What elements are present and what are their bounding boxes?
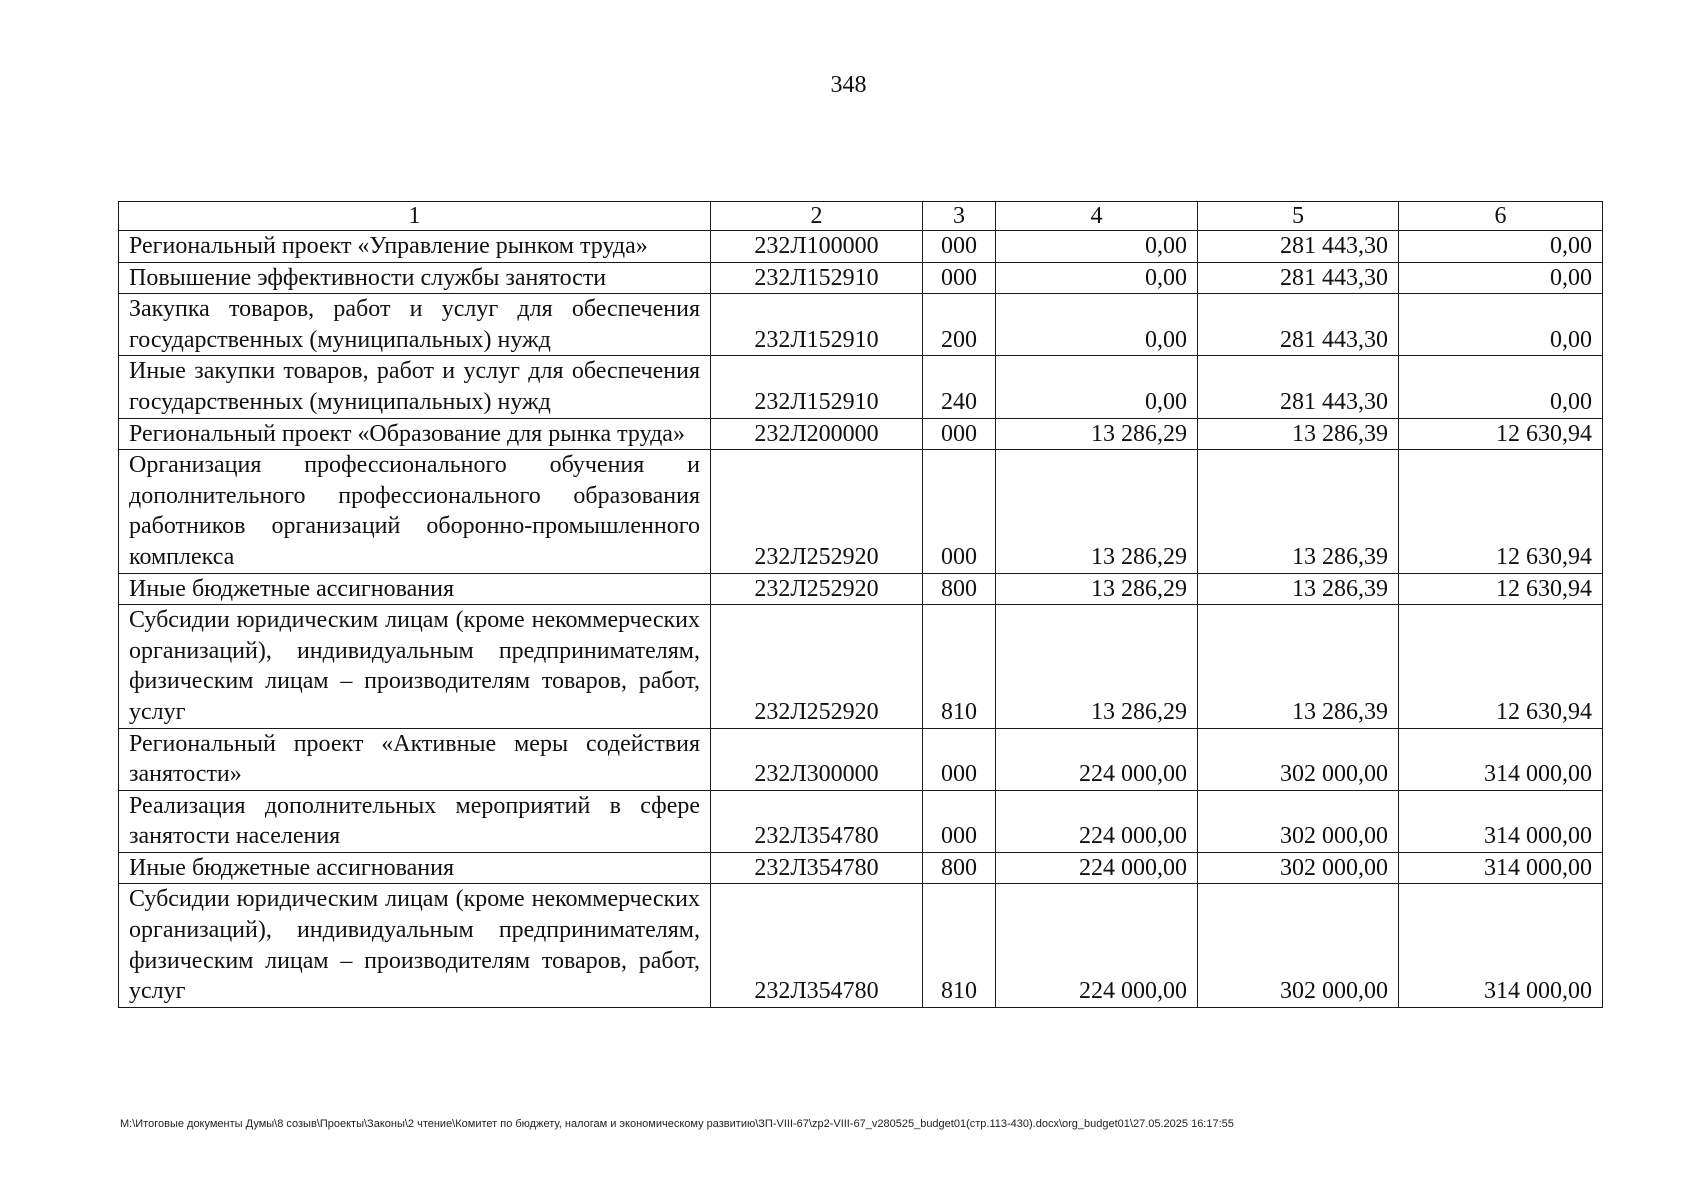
expense-type-cell: 800 bbox=[923, 852, 996, 884]
target-code-cell: 232Л100000 bbox=[711, 231, 923, 263]
column-header-2: 2 bbox=[711, 202, 923, 231]
table-row bbox=[119, 852, 1603, 884]
expense-type-cell: 810 bbox=[923, 605, 996, 728]
item-name-cell: Иные бюджетные ассигнования bbox=[119, 852, 711, 884]
amount-col6-cell: 314 000,00 bbox=[1399, 728, 1603, 790]
target-code-cell: 232Л354780 bbox=[711, 884, 923, 1007]
amount-col4-cell: 224 000,00 bbox=[996, 728, 1198, 790]
item-name-cell: Закупка товаров, работ и услуг для обеспечения государственных (муниципальных) нужд bbox=[119, 294, 711, 356]
amount-col4-cell: 224 000,00 bbox=[996, 852, 1198, 884]
amount-col4-cell: 0,00 bbox=[996, 231, 1198, 263]
target-code-cell: 232Л200000 bbox=[711, 418, 923, 450]
column-header-1: 1 bbox=[119, 202, 711, 231]
target-code-cell: 232Л300000 bbox=[711, 728, 923, 790]
amount-col5-cell: 13 286,39 bbox=[1198, 418, 1399, 450]
amount-col5-cell: 281 443,30 bbox=[1198, 262, 1399, 294]
page-number: 348 bbox=[830, 72, 867, 98]
amount-col5-cell: 302 000,00 bbox=[1198, 852, 1399, 884]
amount-col5-cell: 281 443,30 bbox=[1198, 356, 1399, 418]
amount-col4-cell: 13 286,29 bbox=[996, 418, 1198, 450]
amount-col5-cell: 302 000,00 bbox=[1198, 790, 1399, 852]
amount-col6-cell: 12 630,94 bbox=[1399, 605, 1603, 728]
table-row bbox=[119, 450, 1603, 573]
amount-col4-cell: 0,00 bbox=[996, 356, 1198, 418]
table-row bbox=[119, 418, 1603, 450]
table-row bbox=[119, 790, 1603, 852]
amount-col6-cell: 0,00 bbox=[1399, 262, 1603, 294]
expense-type-cell: 000 bbox=[923, 262, 996, 294]
target-code-cell: 232Л152910 bbox=[711, 356, 923, 418]
amount-col5-cell: 13 286,39 bbox=[1198, 605, 1399, 728]
target-code-cell: 232Л252920 bbox=[711, 605, 923, 728]
amount-col6-cell: 0,00 bbox=[1399, 231, 1603, 263]
expense-type-cell: 000 bbox=[923, 231, 996, 263]
amount-col4-cell: 224 000,00 bbox=[996, 790, 1198, 852]
item-name-cell: Региональный проект «Активные меры содействия занятости» bbox=[119, 728, 711, 790]
amount-col5-cell: 302 000,00 bbox=[1198, 884, 1399, 1007]
expense-type-cell: 240 bbox=[923, 356, 996, 418]
column-header-6: 6 bbox=[1399, 202, 1603, 231]
table-row bbox=[119, 231, 1603, 263]
target-code-cell: 232Л354780 bbox=[711, 852, 923, 884]
amount-col5-cell: 13 286,39 bbox=[1198, 573, 1399, 605]
target-code-cell: 232Л152910 bbox=[711, 294, 923, 356]
amount-col6-cell: 314 000,00 bbox=[1399, 852, 1603, 884]
expense-type-cell: 000 bbox=[923, 728, 996, 790]
amount-col5-cell: 281 443,30 bbox=[1198, 294, 1399, 356]
column-header-5: 5 bbox=[1198, 202, 1399, 231]
amount-col4-cell: 13 286,29 bbox=[996, 605, 1198, 728]
amount-col4-cell: 224 000,00 bbox=[996, 884, 1198, 1007]
target-code-cell: 232Л252920 bbox=[711, 450, 923, 573]
expense-type-cell: 000 bbox=[923, 450, 996, 573]
amount-col6-cell: 12 630,94 bbox=[1399, 418, 1603, 450]
table-row bbox=[119, 356, 1603, 418]
item-name-cell: Субсидии юридическим лицам (кроме некоммерческих организаций), индивидуальным предпринимателям, физическим лицам – производителям товаров, работ, услуг bbox=[119, 605, 711, 728]
item-name-cell: Субсидии юридическим лицам (кроме некоммерческих организаций), индивидуальным предпринимателям, физическим лицам – производителям товаров, работ, услуг bbox=[119, 884, 711, 1007]
table-row bbox=[119, 573, 1603, 605]
item-name-cell: Реализация дополнительных мероприятий в сфере занятости населения bbox=[119, 790, 711, 852]
expense-type-cell: 000 bbox=[923, 418, 996, 450]
amount-col6-cell: 12 630,94 bbox=[1399, 573, 1603, 605]
column-header-3: 3 bbox=[923, 202, 996, 231]
amount-col6-cell: 314 000,00 bbox=[1399, 884, 1603, 1007]
item-name-cell: Иные бюджетные ассигнования bbox=[119, 573, 711, 605]
amount-col6-cell: 0,00 bbox=[1399, 356, 1603, 418]
expense-type-cell: 200 bbox=[923, 294, 996, 356]
item-name-cell: Региональный проект «Образование для рынка труда» bbox=[119, 418, 711, 450]
expense-type-cell: 000 bbox=[923, 790, 996, 852]
target-code-cell: 232Л252920 bbox=[711, 573, 923, 605]
amount-col6-cell: 0,00 bbox=[1399, 294, 1603, 356]
target-code-cell: 232Л152910 bbox=[711, 262, 923, 294]
item-name-cell: Иные закупки товаров, работ и услуг для обеспечения государственных (муниципальных) нужд bbox=[119, 356, 711, 418]
table-header-row bbox=[119, 202, 1603, 231]
budget-table bbox=[118, 201, 1603, 1008]
amount-col5-cell: 281 443,30 bbox=[1198, 231, 1399, 263]
amount-col5-cell: 13 286,39 bbox=[1198, 450, 1399, 573]
item-name-cell: Региональный проект «Управление рынком труда» bbox=[119, 231, 711, 263]
document-file-path: M:\Итоговые документы Думы\8 созыв\Проекты\Законы\2 чтение\Комитет по бюджету, налогам и экономическому развитию\ЗП-VIII-67\zp2-VIII-67_v280525_budget01(стр.113-430).docx\org_budget01\27.05.2025 16:17:55 bbox=[120, 1118, 1234, 1130]
column-header-4: 4 bbox=[996, 202, 1198, 231]
target-code-cell: 232Л354780 bbox=[711, 790, 923, 852]
amount-col6-cell: 314 000,00 bbox=[1399, 790, 1603, 852]
amount-col4-cell: 13 286,29 bbox=[996, 573, 1198, 605]
table-row bbox=[119, 884, 1603, 1007]
table-row bbox=[119, 605, 1603, 728]
amount-col4-cell: 13 286,29 bbox=[996, 450, 1198, 573]
expense-type-cell: 800 bbox=[923, 573, 996, 605]
amount-col6-cell: 12 630,94 bbox=[1399, 450, 1603, 573]
table-row bbox=[119, 728, 1603, 790]
amount-col4-cell: 0,00 bbox=[996, 262, 1198, 294]
table-row bbox=[119, 294, 1603, 356]
table-row bbox=[119, 262, 1603, 294]
item-name-cell: Повышение эффективности службы занятости bbox=[119, 262, 711, 294]
item-name-cell: Организация профессионального обучения и дополнительного профессионального образования работников организаций оборонно-промышленного комплекса bbox=[119, 450, 711, 573]
amount-col4-cell: 0,00 bbox=[996, 294, 1198, 356]
amount-col5-cell: 302 000,00 bbox=[1198, 728, 1399, 790]
expense-type-cell: 810 bbox=[923, 884, 996, 1007]
